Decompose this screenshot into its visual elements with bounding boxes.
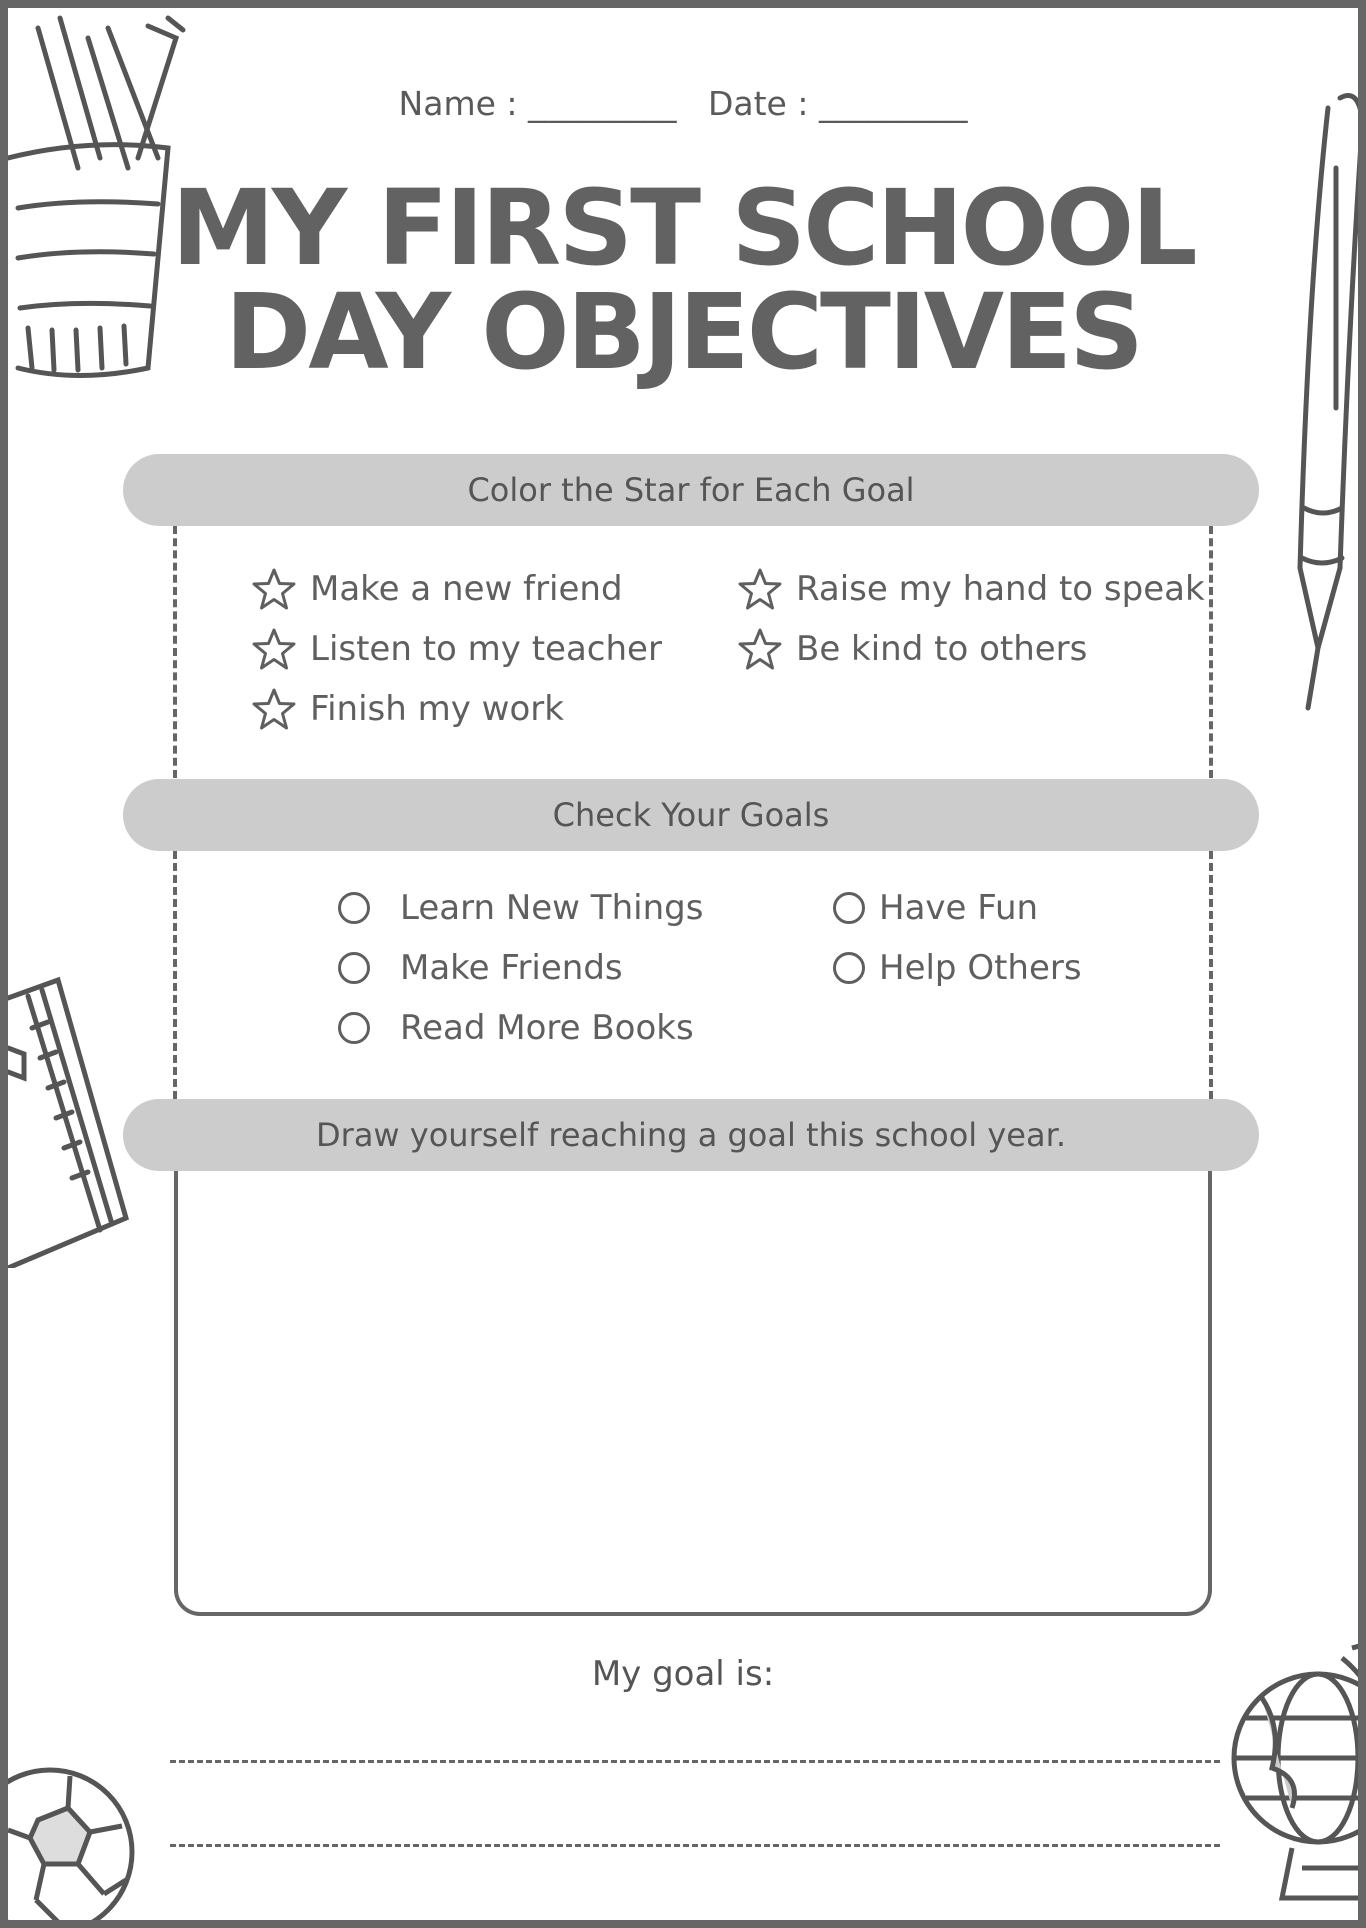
goal-writing-line[interactable] xyxy=(170,1844,1220,1847)
check-section-right-border xyxy=(1209,851,1213,1099)
title-line-1: MY FIRST SCHOOL xyxy=(171,167,1195,289)
check-section-left-border xyxy=(173,851,177,1099)
circle-checkbox-icon[interactable] xyxy=(338,1012,370,1044)
check-section-heading: Check Your Goals xyxy=(123,779,1259,851)
star-icon[interactable] xyxy=(252,628,296,670)
check-goal-label: Help Others xyxy=(879,948,1082,988)
check-goal-item[interactable] xyxy=(338,1008,694,1048)
check-goal-item[interactable] xyxy=(833,888,1038,928)
check-goal-item[interactable] xyxy=(833,948,1082,988)
circle-checkbox-icon[interactable] xyxy=(833,952,865,984)
drawing-area[interactable] xyxy=(174,1168,1212,1616)
circle-checkbox-icon[interactable] xyxy=(338,952,370,984)
star-goal-item[interactable] xyxy=(738,568,1205,610)
goal-statement-label: My goal is: xyxy=(591,1654,775,1694)
star-section-heading: Color the Star for Each Goal xyxy=(123,454,1259,526)
star-goal-item[interactable] xyxy=(252,628,662,670)
name-date-line xyxy=(8,84,1358,123)
star-section-left-border xyxy=(173,526,177,778)
star-icon[interactable] xyxy=(252,568,296,610)
star-goal-item[interactable] xyxy=(252,688,564,730)
check-goal-item[interactable] xyxy=(338,888,703,928)
star-icon[interactable] xyxy=(738,628,782,670)
star-goal-item[interactable] xyxy=(738,628,1087,670)
name-field-label[interactable]: Name : _________ xyxy=(398,84,677,123)
title-line-2: DAY OBJECTIVES xyxy=(224,271,1142,393)
check-goal-label: Make Friends xyxy=(400,948,623,988)
circle-checkbox-icon[interactable] xyxy=(833,892,865,924)
star-icon[interactable] xyxy=(738,568,782,610)
circle-checkbox-icon[interactable] xyxy=(338,892,370,924)
draw-section-heading: Draw yourself reaching a goal this school year. xyxy=(123,1099,1259,1171)
check-goal-item[interactable] xyxy=(338,948,623,988)
date-field-label[interactable]: Date : _________ xyxy=(707,84,968,123)
star-goal-label: Raise my hand to speak xyxy=(796,569,1205,609)
star-goal-label: Finish my work xyxy=(310,689,564,729)
star-section-right-border xyxy=(1209,526,1213,778)
star-goal-item[interactable] xyxy=(252,568,623,610)
star-goal-label: Be kind to others xyxy=(796,629,1088,669)
worksheet-title xyxy=(8,167,1358,393)
goal-writing-line[interactable] xyxy=(170,1760,1220,1763)
star-goal-label: Make a new friend xyxy=(310,569,623,609)
check-goal-label: Have Fun xyxy=(879,888,1039,928)
check-goal-label: Read More Books xyxy=(400,1008,694,1048)
star-goal-label: Listen to my teacher xyxy=(310,629,662,669)
check-goal-label: Learn New Things xyxy=(400,888,704,928)
notebook-icon xyxy=(8,968,138,1268)
star-icon[interactable] xyxy=(252,688,296,730)
soccer-ball-icon xyxy=(8,1760,138,1928)
